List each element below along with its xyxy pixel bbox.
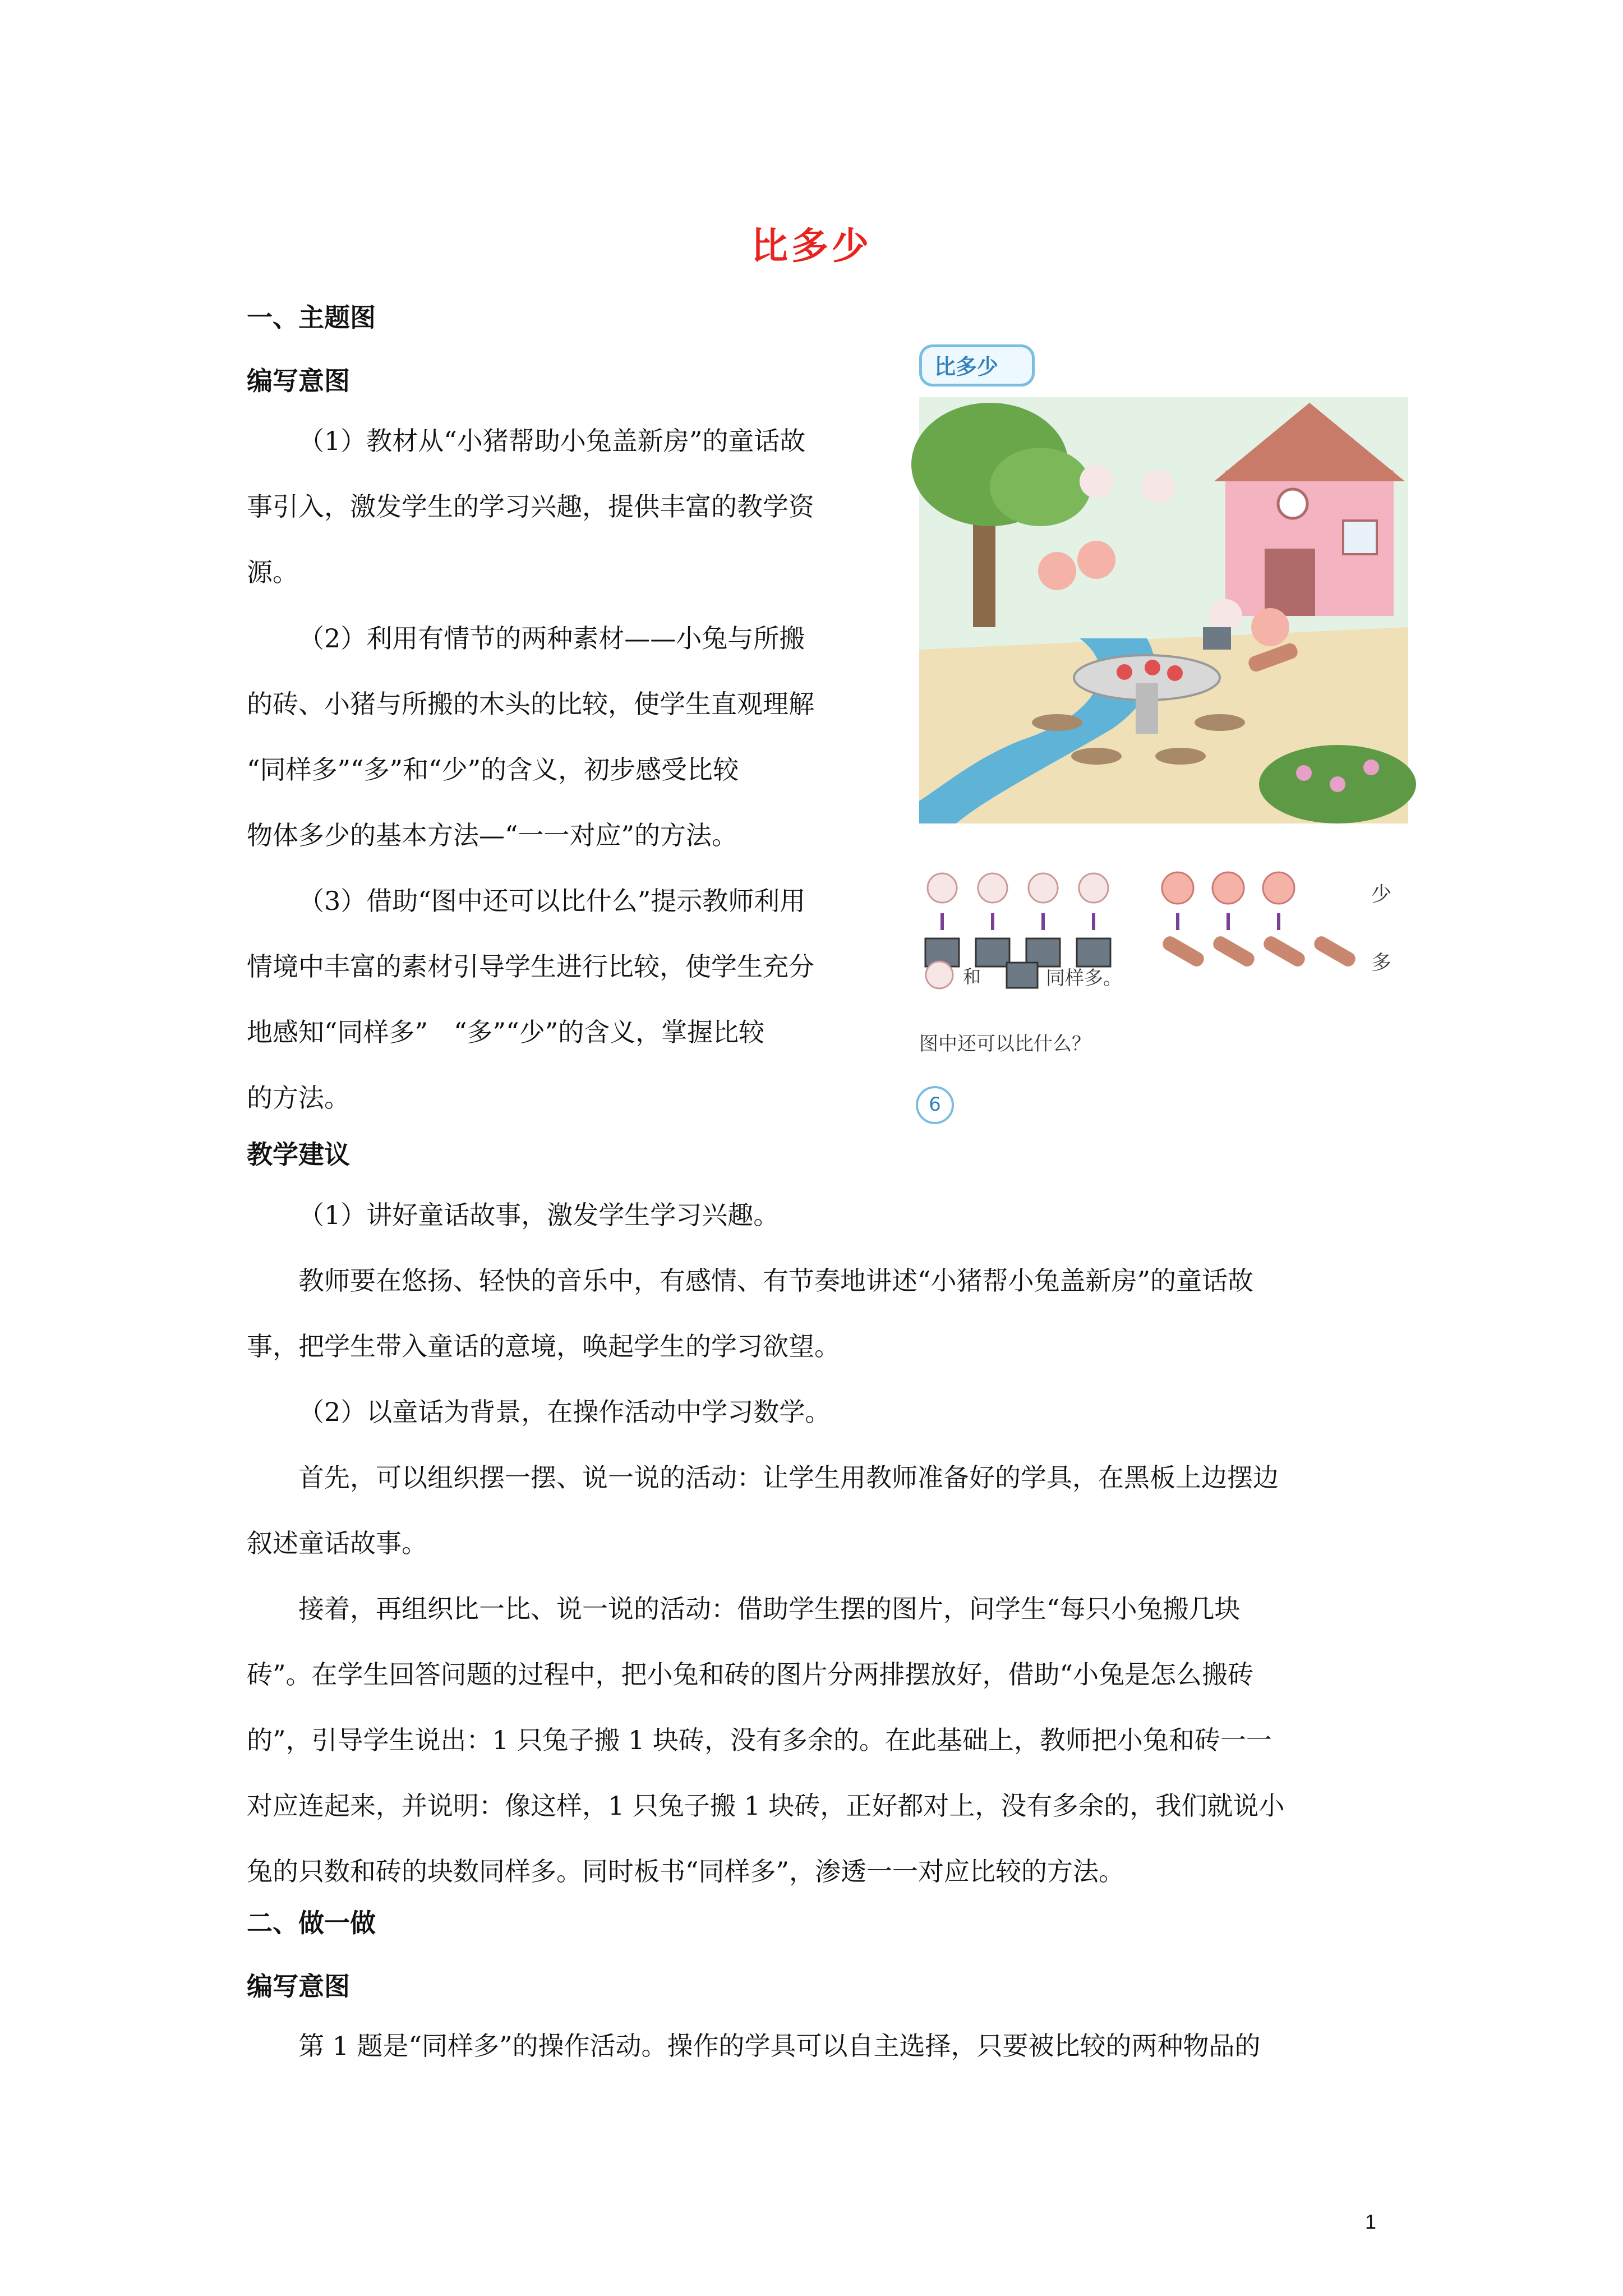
flower-icon (1330, 776, 1345, 792)
text-line: 的方法。 (247, 1083, 350, 1113)
tree-crown-2 (990, 448, 1091, 526)
more-label: 多 (1371, 951, 1392, 974)
apple-icon (1145, 660, 1160, 675)
pig-icon (1162, 872, 1193, 904)
log-icon (1312, 934, 1358, 969)
paragraph-4 (247, 1182, 1385, 1248)
stool (1032, 714, 1082, 731)
pig-icon (1263, 872, 1294, 904)
paragraph-6 (247, 1379, 1385, 1445)
rabbit-icon (928, 873, 957, 903)
pig-icon (1251, 608, 1289, 646)
apple-icon (1167, 665, 1183, 681)
rabbit-icon (978, 873, 1007, 903)
log-row (1160, 934, 1358, 969)
same-amount-label: 同样多。 (1046, 967, 1122, 990)
text-line: 教师要在悠扬、轻快的音乐中，有感情、有节奏地讲述“小猪帮小兔盖新房”的童话故 (298, 1266, 1254, 1296)
text-line: 叙述童话故事。 (247, 1528, 427, 1558)
pig-icon (1077, 541, 1115, 579)
paragraph-8 (247, 1576, 1385, 1904)
and-label: 和 (963, 966, 981, 987)
pig-log-dots (1176, 913, 1280, 930)
paragraph-5 (247, 1248, 1385, 1379)
brick-icon (1007, 963, 1038, 988)
brick-icon (1203, 627, 1231, 650)
text-line: （2）以童话为背景，在操作活动中学习数学。 (298, 1397, 831, 1427)
stool (1071, 748, 1122, 765)
less-label: 少 (1371, 883, 1392, 906)
text-line: 砖”。在学生回答问题的过程中，把小兔和砖的图片分两排摆放好，借助“小兔是怎么搬砖 (247, 1659, 1254, 1690)
log-icon (1211, 934, 1257, 969)
pig-row (1162, 872, 1294, 904)
paragraph-1 (247, 408, 892, 605)
rabbit-brick-dots (940, 913, 1095, 930)
pig-icon (1212, 872, 1244, 904)
text-line: 情境中丰富的素材引导学生进行比较，使学生充分 (247, 951, 814, 982)
subheading-writing-intent-1: 编写意图 (247, 366, 350, 396)
rabbit-icon (926, 961, 953, 988)
text-line: 物体多少的基本方法—“一一对应”的方法。 (247, 820, 738, 850)
rabbit-icon (1079, 873, 1108, 903)
text-line: 的砖、小猪与所搬的木头的比较，使学生直观理解 (247, 689, 814, 719)
text-line: （1）教材从“小猪帮助小兔盖新房”的童话故 (298, 426, 806, 456)
text-line: 第 1 题是“同样多”的操作活动。操作的学具可以自主选择，只要被比较的两种物品的 (298, 2031, 1261, 2061)
text-line: 兔的只数和砖的块数同样多。同时板书“同样多”，渗透一一对应比较的方法。 (247, 1856, 1125, 1887)
house-door (1265, 549, 1315, 616)
subheading-writing-intent-2: 编写意图 (247, 1971, 350, 2001)
rabbit-row (928, 873, 1108, 903)
text-line: 的”，引导学生说出：1 只兔子搬 1 块砖，没有多余的。在此基础上，教师把小兔和砖一一 (247, 1725, 1272, 1755)
text-line: （1）讲好童话故事，激发学生学习兴趣。 (298, 1200, 780, 1230)
log-icon (1160, 934, 1206, 969)
illustration-label: 比多少 (919, 344, 1035, 386)
text-line: “同样多”“多”和“少”的含义，初步感受比较 (247, 754, 739, 785)
text-line: （2）利用有情节的两种素材——小兔与所搬 (298, 623, 805, 654)
stool (1195, 714, 1245, 731)
house-window (1343, 521, 1377, 554)
text-line: 接着，再组织比一比、说一说的活动：借助学生摆的图片，问学生“每只小兔搬几块 (298, 1594, 1241, 1624)
paragraph-3 (247, 868, 892, 1131)
rabbit-icon (1141, 470, 1175, 504)
pig-icon (1038, 552, 1076, 590)
textbook-illustration (911, 335, 1416, 1126)
text-line: 对应连起来，并说明：像这样，1 只兔子搬 1 块砖，正好都对上，没有多余的，我们就说小 (247, 1791, 1285, 1821)
page-number: 1 (1364, 2210, 1376, 2233)
paragraph-2 (247, 606, 892, 868)
log-icon (1261, 934, 1307, 969)
flower-icon (1363, 760, 1379, 775)
flower-icon (1296, 765, 1312, 781)
rabbit-icon (1080, 464, 1113, 498)
text-line: 源。 (247, 557, 298, 587)
text-line: 首先，可以组织摆一摆、说一说的活动：让学生用教师准备好的学具，在黑板上边摆边 (298, 1462, 1279, 1493)
textbook-page-number: 6 (916, 1086, 954, 1124)
text-line: 地感知“同样多” “多”“少”的含义，掌握比较 (247, 1017, 765, 1047)
illustration-drawing (911, 335, 1416, 1126)
page-title: 比多少 (751, 224, 872, 268)
apple-icon (1117, 664, 1132, 680)
house-clock (1278, 489, 1307, 518)
text-line: 事引入，激发学生的学习兴趣，提供丰富的教学资 (247, 491, 814, 522)
illustration-question: 图中还可以比什么？ (919, 1033, 1091, 1055)
stool (1155, 748, 1206, 765)
text-line: （3）借助“图中还可以比什么”提示教师利用 (298, 886, 806, 916)
paragraph-7 (247, 1445, 1385, 1576)
table-leg (1136, 683, 1158, 734)
subheading-teaching-advice: 教学建议 (247, 1139, 350, 1170)
section-heading-2: 二、做一做 (247, 1908, 376, 1938)
text-line: 事，把学生带入童话的意境，唤起学生的学习欲望。 (247, 1331, 840, 1361)
section-heading-1: 一、主题图 (247, 302, 376, 333)
rabbit-icon (1029, 873, 1058, 903)
paragraph-9 (247, 2013, 1385, 2079)
